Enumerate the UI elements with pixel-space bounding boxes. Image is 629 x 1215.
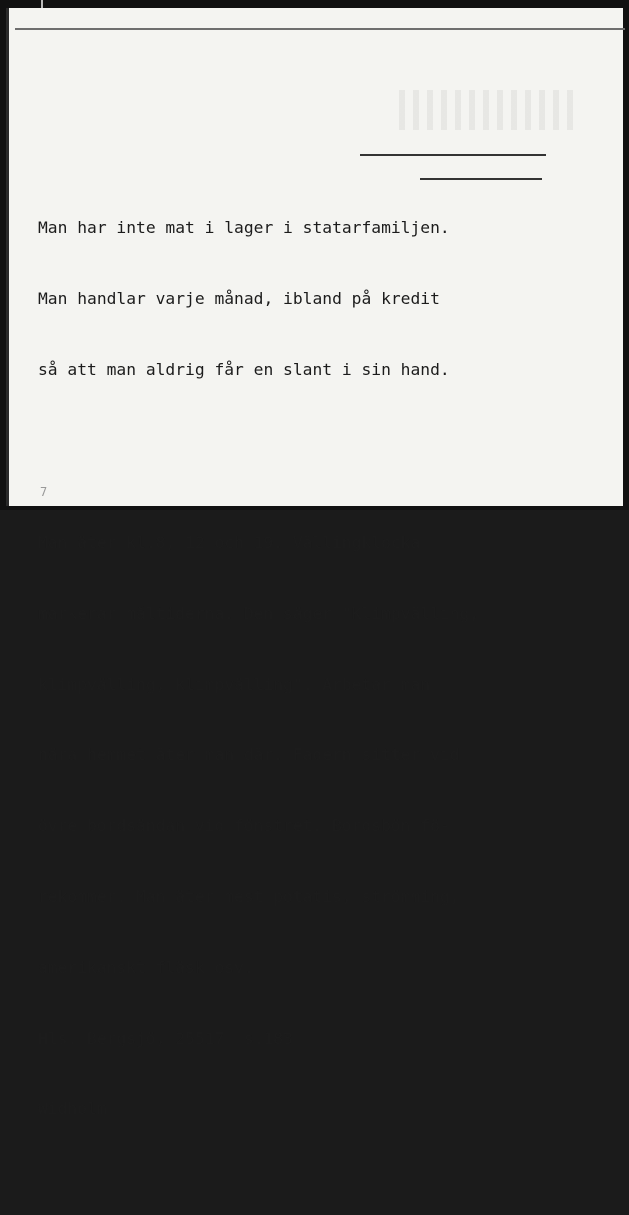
scan-edge-mark <box>41 0 43 8</box>
source-reference: Hls. Bergsjö, 25517 s.183 <box>38 1028 293 1048</box>
text-line: rekommer. Man äter mest potatis, strömming, <box>38 887 460 906</box>
text-line: övre bordsändan vid fönstret. Bordsbön fö- <box>38 816 450 836</box>
text-line: nära hemmet äter man där. Fadern sitter vid <box>38 745 460 765</box>
paragraph-food-storage <box>38 169 479 429</box>
text-line: markerar måltiderna. Den säger "Klimpvälling, <box>38 603 480 623</box>
underline-kredit <box>420 178 542 180</box>
collector-name: Widholm <box>38 1099 107 1119</box>
corner-pencil-mark: 7 <box>40 485 48 499</box>
underline-statarfamiljen <box>360 154 546 156</box>
paragraph-meals <box>38 484 479 1168</box>
text-line: klimpvälling, klimpvälling". Arbetar man <box>38 674 431 694</box>
card-top-rule <box>15 28 625 30</box>
text-line: Man har inte mat i lager i statarfamiljen. <box>38 218 450 238</box>
text-line: Man handlar varje månad, ibland på kredit <box>38 289 440 309</box>
text-line: Man äter kl.8, 12 och 19. Vällingklocka <box>38 533 421 553</box>
text-line: amerikanskt fläsk osv. <box>38 957 254 977</box>
text-line: så att man aldrig får en slant i sin hand. <box>38 359 450 379</box>
card-typed-text <box>38 122 479 1215</box>
